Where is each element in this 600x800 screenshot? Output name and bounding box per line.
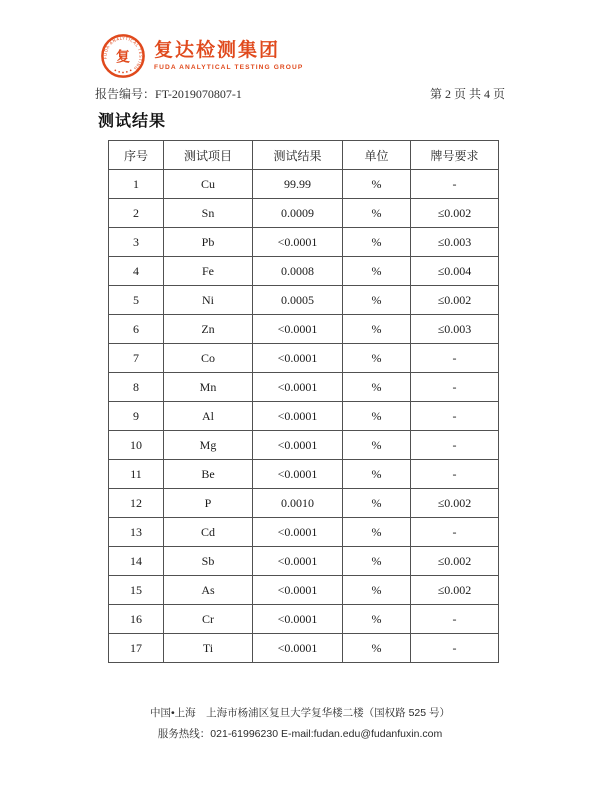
table-cell: 13	[109, 518, 164, 547]
table-cell: %	[343, 605, 411, 634]
table-row	[109, 489, 499, 518]
footer-address: 中国•上海 上海市杨浦区复旦大学复华楼二楼（国权路 525 号）	[149, 707, 451, 719]
company-name-cn: 复达检测集团	[154, 40, 281, 62]
table-cell: <0.0001	[253, 315, 343, 344]
table-cell: %	[343, 257, 411, 286]
table-cell: Cu	[164, 170, 253, 199]
table-header-row	[109, 141, 499, 170]
table-cell: Al	[164, 402, 253, 431]
table-cell: <0.0001	[253, 344, 343, 373]
brand-text-block	[154, 41, 303, 71]
table-row	[109, 170, 499, 199]
table-cell: ≤0.003	[411, 315, 499, 344]
table-cell: 0.0010	[253, 489, 343, 518]
report-header	[100, 30, 303, 82]
table-row	[109, 257, 499, 286]
table-cell: 11	[109, 460, 164, 489]
table-cell: 1	[109, 170, 164, 199]
table-cell: ≤0.002	[411, 199, 499, 228]
table-cell: ≤0.002	[411, 286, 499, 315]
table-column-header: 测试项目	[164, 141, 253, 170]
report-meta-row	[95, 85, 505, 102]
table-cell: 99.99	[253, 170, 343, 199]
table-column-header: 单位	[343, 141, 411, 170]
table-cell: %	[343, 576, 411, 605]
table-cell: %	[343, 402, 411, 431]
report-number-label: 报告编号：	[95, 87, 156, 101]
table-cell: Zn	[164, 315, 253, 344]
table-row	[109, 431, 499, 460]
table-cell: Co	[164, 344, 253, 373]
table-cell: Mg	[164, 431, 253, 460]
table-cell: %	[343, 547, 411, 576]
table-cell: %	[343, 460, 411, 489]
table-cell: Sb	[164, 547, 253, 576]
table-cell: 5	[109, 286, 164, 315]
table-cell: 6	[109, 315, 164, 344]
table-cell: 16	[109, 605, 164, 634]
table-cell: Ti	[164, 634, 253, 663]
table-cell: -	[411, 373, 499, 402]
table-cell: <0.0001	[253, 460, 343, 489]
table-row	[109, 460, 499, 489]
table-cell: 0.0005	[253, 286, 343, 315]
table-cell: 0.0008	[253, 257, 343, 286]
report-number-value: FT-2019070807-1	[155, 87, 242, 101]
seal-character: 复	[115, 49, 131, 66]
table-cell: Fe	[164, 257, 253, 286]
table-cell: %	[343, 286, 411, 315]
table-cell: 17	[109, 634, 164, 663]
table-cell: -	[411, 518, 499, 547]
table-cell: <0.0001	[253, 547, 343, 576]
table-cell: <0.0001	[253, 576, 343, 605]
table-cell: <0.0001	[253, 605, 343, 634]
table-cell: 7	[109, 344, 164, 373]
table-cell: Pb	[164, 228, 253, 257]
table-cell: 2	[109, 199, 164, 228]
table-cell: 8	[109, 373, 164, 402]
table-row	[109, 315, 499, 344]
section-title: 测试结果	[98, 113, 167, 130]
table-cell: %	[343, 315, 411, 344]
table-cell: 0.0009	[253, 199, 343, 228]
table-column-header: 序号	[109, 141, 164, 170]
table-cell: -	[411, 460, 499, 489]
table-row	[109, 373, 499, 402]
table-row	[109, 518, 499, 547]
table-cell: 9	[109, 402, 164, 431]
table-cell: %	[343, 634, 411, 663]
table-cell: -	[411, 402, 499, 431]
results-table	[108, 140, 499, 663]
table-cell: <0.0001	[253, 518, 343, 547]
table-column-header: 牌号要求	[411, 141, 499, 170]
table-cell: ≤0.002	[411, 576, 499, 605]
table-cell: ≤0.002	[411, 489, 499, 518]
table-cell: As	[164, 576, 253, 605]
table-cell: Sn	[164, 199, 253, 228]
report-number	[95, 85, 242, 102]
table-cell: %	[343, 199, 411, 228]
table-cell: ≤0.004	[411, 257, 499, 286]
table-cell: 15	[109, 576, 164, 605]
table-cell: %	[343, 228, 411, 257]
table-cell: 12	[109, 489, 164, 518]
table-cell: <0.0001	[253, 634, 343, 663]
table-row	[109, 286, 499, 315]
table-cell: -	[411, 170, 499, 199]
table-cell: %	[343, 489, 411, 518]
page-indicator: 第 2 页 共 4 页	[429, 87, 505, 101]
results-table-body	[109, 170, 499, 663]
company-name-en: FUDA ANALYTICAL TESTING GROUP	[154, 63, 304, 71]
table-cell: -	[411, 344, 499, 373]
company-seal-icon	[100, 33, 146, 79]
table-cell: <0.0001	[253, 431, 343, 460]
table-cell: -	[411, 634, 499, 663]
table-cell: ≤0.002	[411, 547, 499, 576]
table-row	[109, 634, 499, 663]
table-cell: 3	[109, 228, 164, 257]
table-cell: <0.0001	[253, 373, 343, 402]
table-cell: -	[411, 431, 499, 460]
table-cell: Cr	[164, 605, 253, 634]
svg-text:FUDA ANALYTICAL TESTING: FUDA ANALYTICAL TESTING	[102, 35, 144, 72]
table-column-header: 测试结果	[253, 141, 343, 170]
table-cell: Mn	[164, 373, 253, 402]
table-row	[109, 199, 499, 228]
table-cell: 14	[109, 547, 164, 576]
table-cell: <0.0001	[253, 228, 343, 257]
table-row	[109, 605, 499, 634]
table-cell: 10	[109, 431, 164, 460]
table-cell: P	[164, 489, 253, 518]
table-row	[109, 576, 499, 605]
table-cell: %	[343, 518, 411, 547]
report-footer	[0, 703, 600, 745]
table-row	[109, 344, 499, 373]
table-cell: Be	[164, 460, 253, 489]
table-cell: %	[343, 170, 411, 199]
table-cell: <0.0001	[253, 402, 343, 431]
table-row	[109, 402, 499, 431]
table-cell: Ni	[164, 286, 253, 315]
table-cell: Cd	[164, 518, 253, 547]
table-cell: 4	[109, 257, 164, 286]
table-cell: %	[343, 431, 411, 460]
table-cell: %	[343, 373, 411, 402]
table-row	[109, 228, 499, 257]
table-row	[109, 547, 499, 576]
footer-contact: 服务热线：021-61996230 E-mail:fudan.edu@fudanfuxin.com	[157, 728, 443, 740]
table-cell: -	[411, 605, 499, 634]
table-cell: ≤0.003	[411, 228, 499, 257]
table-cell: %	[343, 344, 411, 373]
